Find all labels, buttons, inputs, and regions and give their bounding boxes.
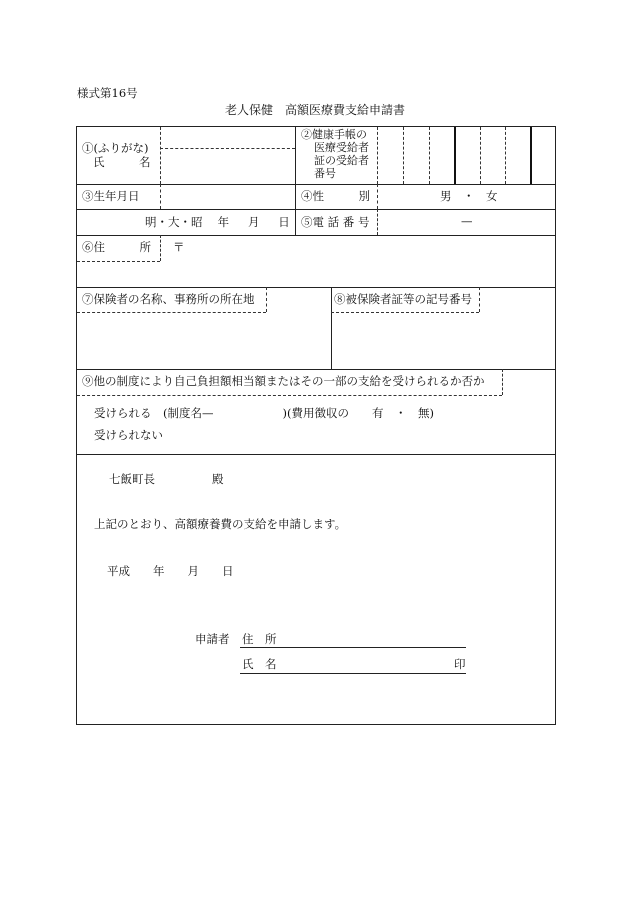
furigana-label: ①(ふりがな) (82, 141, 149, 155)
applicant-name-field[interactable] (282, 657, 442, 673)
form-title: 老人保健 高額医療費支給申請書 (225, 103, 406, 117)
name-field[interactable] (161, 150, 294, 182)
sex-options[interactable]: 男 ・ 女 (440, 189, 498, 203)
recipient-number-label: ②健康手帳の 医療受給者 証の受給者 番号 (301, 128, 369, 180)
benefit-option-no[interactable]: 受けられない (94, 428, 163, 442)
card-number-field[interactable] (333, 315, 553, 367)
address-field[interactable] (185, 237, 553, 285)
other-benefit-label: ⑨他の制度により自己負担額相当額またはその一部の支給を受けられるか否か (82, 374, 485, 388)
address-label: ⑥住 所 (82, 240, 151, 254)
birthdate-field[interactable]: 明・大・昭 年 月 日 (145, 215, 290, 229)
applicant-address-label: 住 所 (242, 632, 277, 646)
recipient-number-field[interactable] (379, 129, 553, 182)
name-label: 氏 名 (93, 155, 151, 169)
phone-label: ⑤電 話 番 号 (301, 215, 370, 229)
application-date[interactable]: 平成 年 月 日 (107, 564, 234, 578)
phone-field[interactable]: — (461, 214, 473, 228)
application-form (76, 126, 556, 725)
card-number-label: ⑧被保険者証等の記号番号 (334, 292, 472, 306)
insurer-field[interactable] (79, 315, 329, 367)
declaration-text: 上記のとおり、高額療養費の支給を申請します。 (94, 517, 347, 531)
applicant-address-field[interactable] (282, 631, 466, 647)
applicant-label: 申請者 (195, 632, 230, 646)
honorific: 殿 (212, 472, 224, 486)
benefit-option-yes[interactable]: 受けられる (制度名— )(費用徴収の 有 ・ 無) (94, 406, 434, 420)
addressee: 七飯町長 (109, 472, 155, 486)
form-number: 様式第16号 (77, 86, 138, 100)
applicant-name-label: 氏 名 (242, 657, 277, 671)
seal-mark: 印 (454, 657, 466, 671)
birthdate-label: ③生年月日 (82, 189, 140, 203)
insurer-label: ⑦保険者の名称、事務所の所在地 (82, 292, 255, 306)
postal-mark: 〒 (173, 240, 185, 254)
sex-label: ④性 別 (301, 189, 370, 203)
furigana-field[interactable] (161, 129, 294, 147)
